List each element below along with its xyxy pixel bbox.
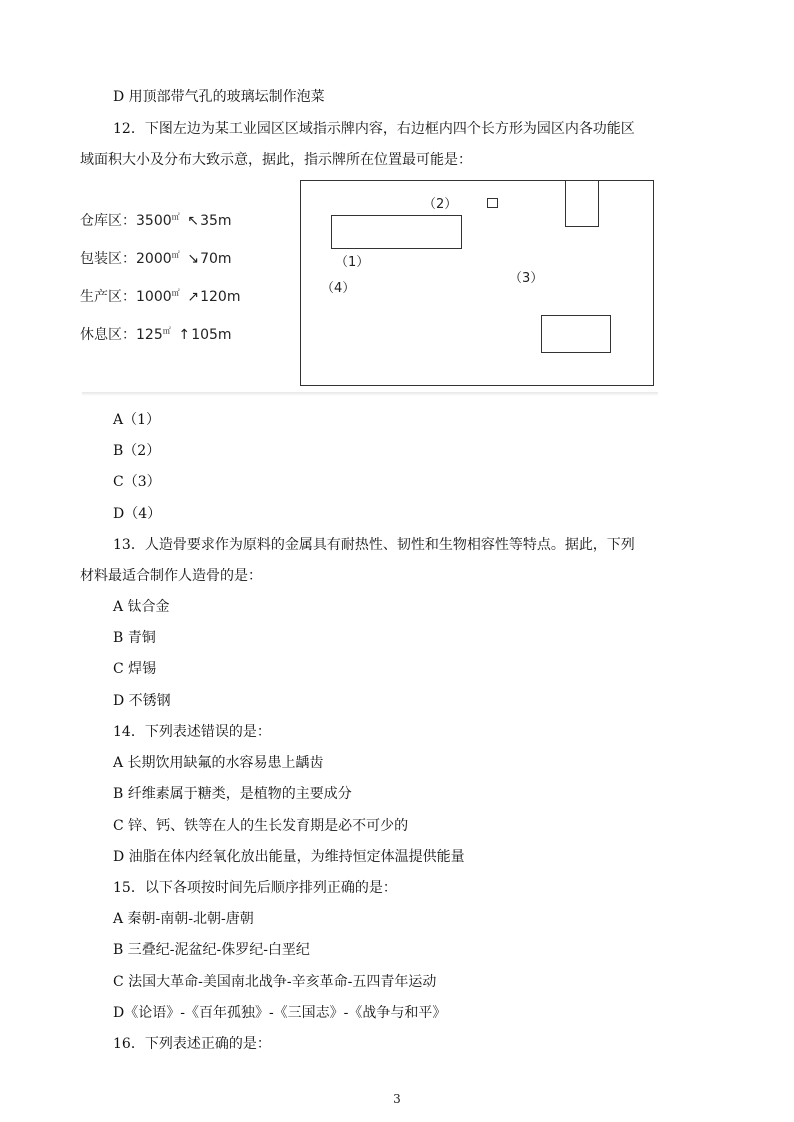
arrow-up-left-icon: ↖ [187, 213, 199, 229]
map-label-2: （2） [423, 197, 458, 212]
q14-option-a: A 长期饮用缺氟的水容易患上龋齿 [113, 755, 324, 771]
area-rect-medium [541, 315, 611, 353]
sign-row-packaging: 包装区：2000㎡ ↘70m [80, 250, 232, 267]
q14-stem: 14．下列表述错误的是： [113, 724, 271, 740]
q13-option-a: A 钛合金 [113, 599, 170, 615]
q13-stem-line1: 13．人造骨要求作为原料的金属具有耐热性、韧性和生物相容性等特点。据此，下列 [113, 537, 635, 553]
figure-divider [82, 392, 658, 396]
q14-option-d: D 油脂在体内经氧化放出能量，为维持恒定体温提供能量 [113, 849, 465, 865]
q15-option-c: C 法国大革命-美国南北战争-辛亥革命-五四青年运动 [113, 974, 437, 990]
arrow-up-right-icon: ↗ [187, 289, 199, 305]
area-rect-tall [565, 181, 599, 227]
q12-option-d: D（4） [113, 506, 162, 522]
area-rect-tiny [487, 198, 498, 208]
map-label-3: （3） [509, 271, 544, 286]
q15-option-d: D《论语》-《百年孤独》-《三国志》-《战争与和平》 [113, 1005, 447, 1021]
q12-option-a: A（1） [113, 412, 161, 428]
q14-option-c: C 锌、钙、铁等在人的生长发育期是必不可少的 [113, 818, 409, 834]
q12-option-c: C（3） [113, 474, 161, 490]
q15-option-a: A 秦朝-南朝-北朝-唐朝 [113, 911, 254, 927]
q12-option-b: B（2） [113, 443, 161, 459]
q13-stem-line2: 材料最适合制作人造骨的是： [80, 568, 262, 584]
q16-stem: 16．下列表述正确的是： [113, 1036, 271, 1052]
q13-option-b: B 青铜 [113, 630, 156, 646]
q13-option-c: C 焊锡 [113, 661, 157, 677]
q15-option-b: B 三叠纪-泥盆纪-侏罗纪-白垩纪 [113, 942, 310, 958]
q13-option-d: D 不锈钢 [113, 693, 171, 709]
map-label-1: （1） [335, 255, 370, 270]
q14-option-b: B 纤维素属于糖类，是植物的主要成分 [113, 786, 352, 802]
park-layout-map [300, 180, 654, 386]
arrow-up-icon: ↑ [178, 327, 191, 343]
map-label-4: （4） [321, 281, 356, 296]
area-rect-large [331, 215, 462, 249]
q12-stem-line1: 12．下图左边为某工业园区区域指示牌内容，右边框内四个长方形为园区内各功能区 [113, 121, 635, 137]
sign-row-warehouse: 仓库区：3500㎡ ↖35m [80, 212, 232, 229]
q15-stem: 15．以下各项按时间先后顺序排列正确的是： [113, 880, 397, 896]
sign-row-rest: 休息区：125㎡ ↑105m [80, 326, 232, 343]
q11-option-d: D 用顶部带气孔的玻璃坛制作泡菜 [113, 89, 325, 105]
area-sign [80, 200, 290, 350]
sign-row-production: 生产区：1000㎡ ↗120m [80, 288, 241, 305]
page-number: 3 [393, 1092, 401, 1106]
q12-stem-line2: 域面积大小及分布大致示意，据此，指示牌所在位置最可能是： [80, 152, 472, 168]
arrow-down-right-icon: ↘ [187, 251, 199, 267]
